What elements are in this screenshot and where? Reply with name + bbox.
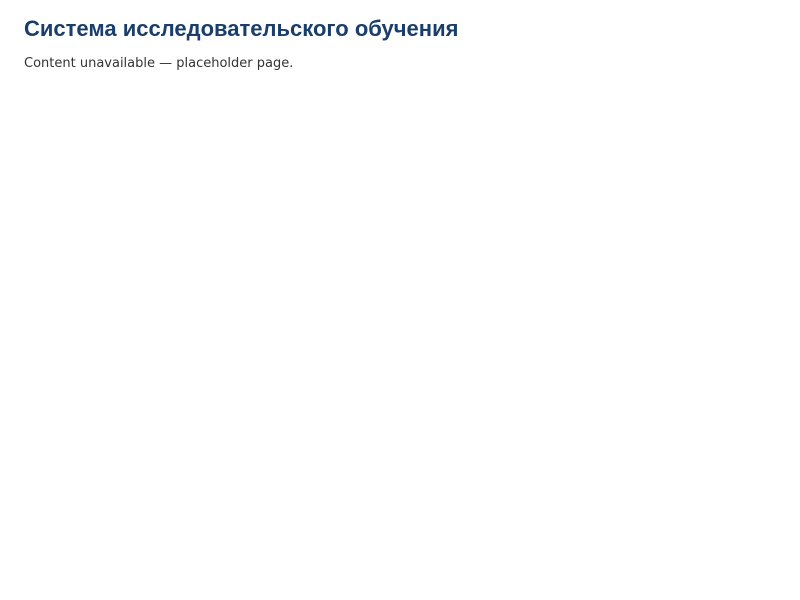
page-title: Система исследовательского обучения — [24, 16, 459, 41]
status-message: Content unavailable — placeholder page. — [24, 56, 294, 71]
